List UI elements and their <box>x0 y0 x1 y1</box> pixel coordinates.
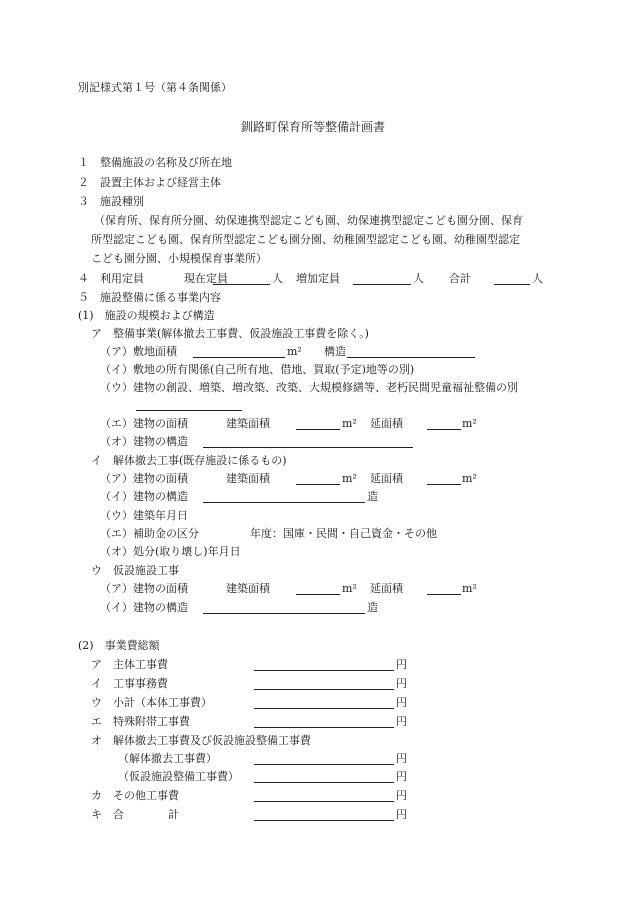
demolition-heading: イ 解体撤去工事(既存施設に係るもの) <box>91 454 287 467</box>
cost-demolition-label: （解体撤去工事費） <box>118 752 217 765</box>
subsidy-category-label: （エ）補助金の区分 <box>100 527 199 540</box>
subsection-2: (2) 事業費総額 <box>78 639 160 652</box>
increase-capacity-label: 増加定員 <box>296 272 340 285</box>
section-1: １ 整備施設の名称及び所在地 <box>78 156 232 169</box>
structure-suffix: 造 <box>367 490 378 503</box>
cost-total-field[interactable] <box>254 820 394 821</box>
yen-unit: 円 <box>396 696 407 709</box>
site-area-label: （ア）敷地面積 <box>100 345 177 358</box>
area-unit: m² <box>342 472 357 485</box>
total-capacity-field[interactable] <box>494 284 530 285</box>
area-unit: m² <box>462 472 477 485</box>
current-capacity-field[interactable] <box>213 284 270 285</box>
yen-unit: 円 <box>396 789 407 802</box>
cost-total-label: キ 合 計 <box>91 808 179 821</box>
structure-label: 構造 <box>324 345 346 358</box>
demolition-structure-field[interactable] <box>203 502 365 503</box>
disposal-date-label: （オ）処分(取り壊し)年月日 <box>100 545 241 558</box>
structure-suffix: 造 <box>367 601 378 614</box>
section-5: ５ 施設整備に係る事業内容 <box>78 291 221 304</box>
building-work-type-field[interactable] <box>136 410 242 411</box>
yen-unit: 円 <box>396 808 407 821</box>
cost-temporary-field[interactable] <box>254 782 394 783</box>
total-floor-label: 延面積 <box>370 472 403 485</box>
cost-other-field[interactable] <box>254 801 394 802</box>
building-footprint-label: 建築面積 <box>226 417 270 430</box>
area-unit: m² <box>462 582 477 595</box>
building-structure-field[interactable] <box>203 447 413 448</box>
footprint-field[interactable] <box>296 484 340 485</box>
total-floor-label: 延面積 <box>370 582 403 595</box>
current-capacity-label: 現在定員 <box>184 272 228 285</box>
total-capacity-label: 合計 <box>449 272 471 285</box>
demolition-building-area-label: （ア）建物の面積 <box>100 472 188 485</box>
floor-area-field[interactable] <box>427 429 461 430</box>
area-unit: m² <box>342 582 357 595</box>
building-area-label: （エ）建物の面積 <box>100 417 188 430</box>
maintenance-project-heading: ア 整備事業(解体撤去工事費、仮設施設工事費を除く。) <box>91 327 369 340</box>
capacity-unit: 人 <box>532 272 543 285</box>
yen-unit: 円 <box>396 770 407 783</box>
building-structure-label: （オ）建物の構造 <box>100 435 188 448</box>
construction-date-label: （ウ）建築年月日 <box>100 509 188 522</box>
building-footprint-label: 建築面積 <box>226 582 270 595</box>
total-floor-label: 延面積 <box>370 417 403 430</box>
area-unit: m² <box>342 417 357 430</box>
footprint-field[interactable] <box>296 429 340 430</box>
yen-unit: 円 <box>396 715 407 728</box>
cost-other-label: カ その他工事費 <box>91 789 179 802</box>
area-unit: m² <box>462 417 477 430</box>
building-footprint-label: 建築面積 <box>226 472 270 485</box>
cost-special-label: エ 特殊附帯工事費 <box>91 715 190 728</box>
capacity-unit: 人 <box>413 272 424 285</box>
cost-office-field[interactable] <box>254 689 394 690</box>
increase-capacity-field[interactable] <box>353 284 411 285</box>
cost-subtotal-label: ウ 小計（本体工事費） <box>91 696 212 709</box>
capacity-unit: 人 <box>272 272 283 285</box>
facility-type-line-1: （保育所、保育所分園、幼保連携型認定こども園、幼保連携型認定こども園分園、保育 <box>94 214 523 227</box>
subsidy-options: 年度：国庫・民間・自己資金・その他 <box>250 527 437 540</box>
temporary-structure-label: （イ）建物の構造 <box>100 601 188 614</box>
land-ownership-label: （イ）敷地の所有関係(自己所有地、借地、買取(予定)地等の別) <box>100 363 415 376</box>
cost-demolition-temporary-label: オ 解体撤去工事費及び仮設施設整備工事費 <box>91 734 311 747</box>
yen-unit: 円 <box>396 677 407 690</box>
facility-type-line-2: 所型認定こども園、保育所型認定こども園分園、幼稚園型認定こども園、幼稚園型認定 <box>91 233 520 246</box>
cost-demolition-field[interactable] <box>254 764 394 765</box>
building-work-type-label: （ウ）建物の創設、増築、増改築、改築、大規模修繕等、老朽民間児童福祉整備の別 <box>100 381 518 394</box>
cost-subtotal-field[interactable] <box>254 708 394 709</box>
temporary-building-area-label: （ア）建物の面積 <box>100 582 188 595</box>
section-3: ３ 施設種別 <box>78 195 144 208</box>
floor-area-field[interactable] <box>427 484 461 485</box>
area-unit: m² <box>287 345 302 358</box>
footprint-field[interactable] <box>296 594 340 595</box>
subsection-1: (1) 施設の規模および構造 <box>78 309 215 322</box>
section-4-label: ４ 利用定員 <box>78 272 144 285</box>
cost-office-label: イ 工事事務費 <box>91 677 168 690</box>
cost-main-construction-label: ア 主体工事費 <box>91 658 168 671</box>
site-area-field[interactable] <box>193 357 285 358</box>
cost-temporary-label: （仮設施設整備工事費） <box>118 770 239 783</box>
form-reference: 別記様式第１号（第４条関係） <box>78 81 232 94</box>
temporary-facility-heading: ウ 仮設施設工事 <box>91 564 179 577</box>
cost-main-construction-field[interactable] <box>254 670 394 671</box>
floor-area-field[interactable] <box>427 594 461 595</box>
facility-type-line-3: こども園分園、小規模保育事業所） <box>91 252 267 265</box>
temporary-structure-field[interactable] <box>203 613 365 614</box>
yen-unit: 円 <box>396 752 407 765</box>
section-2: ２ 設置主体および経営主体 <box>78 176 221 189</box>
cost-special-field[interactable] <box>254 727 394 728</box>
structure-field[interactable] <box>347 357 475 358</box>
demolition-structure-label: （イ）建物の構造 <box>100 490 188 503</box>
yen-unit: 円 <box>396 658 407 671</box>
page-title: 釧路町保育所等整備計画書 <box>241 120 386 134</box>
